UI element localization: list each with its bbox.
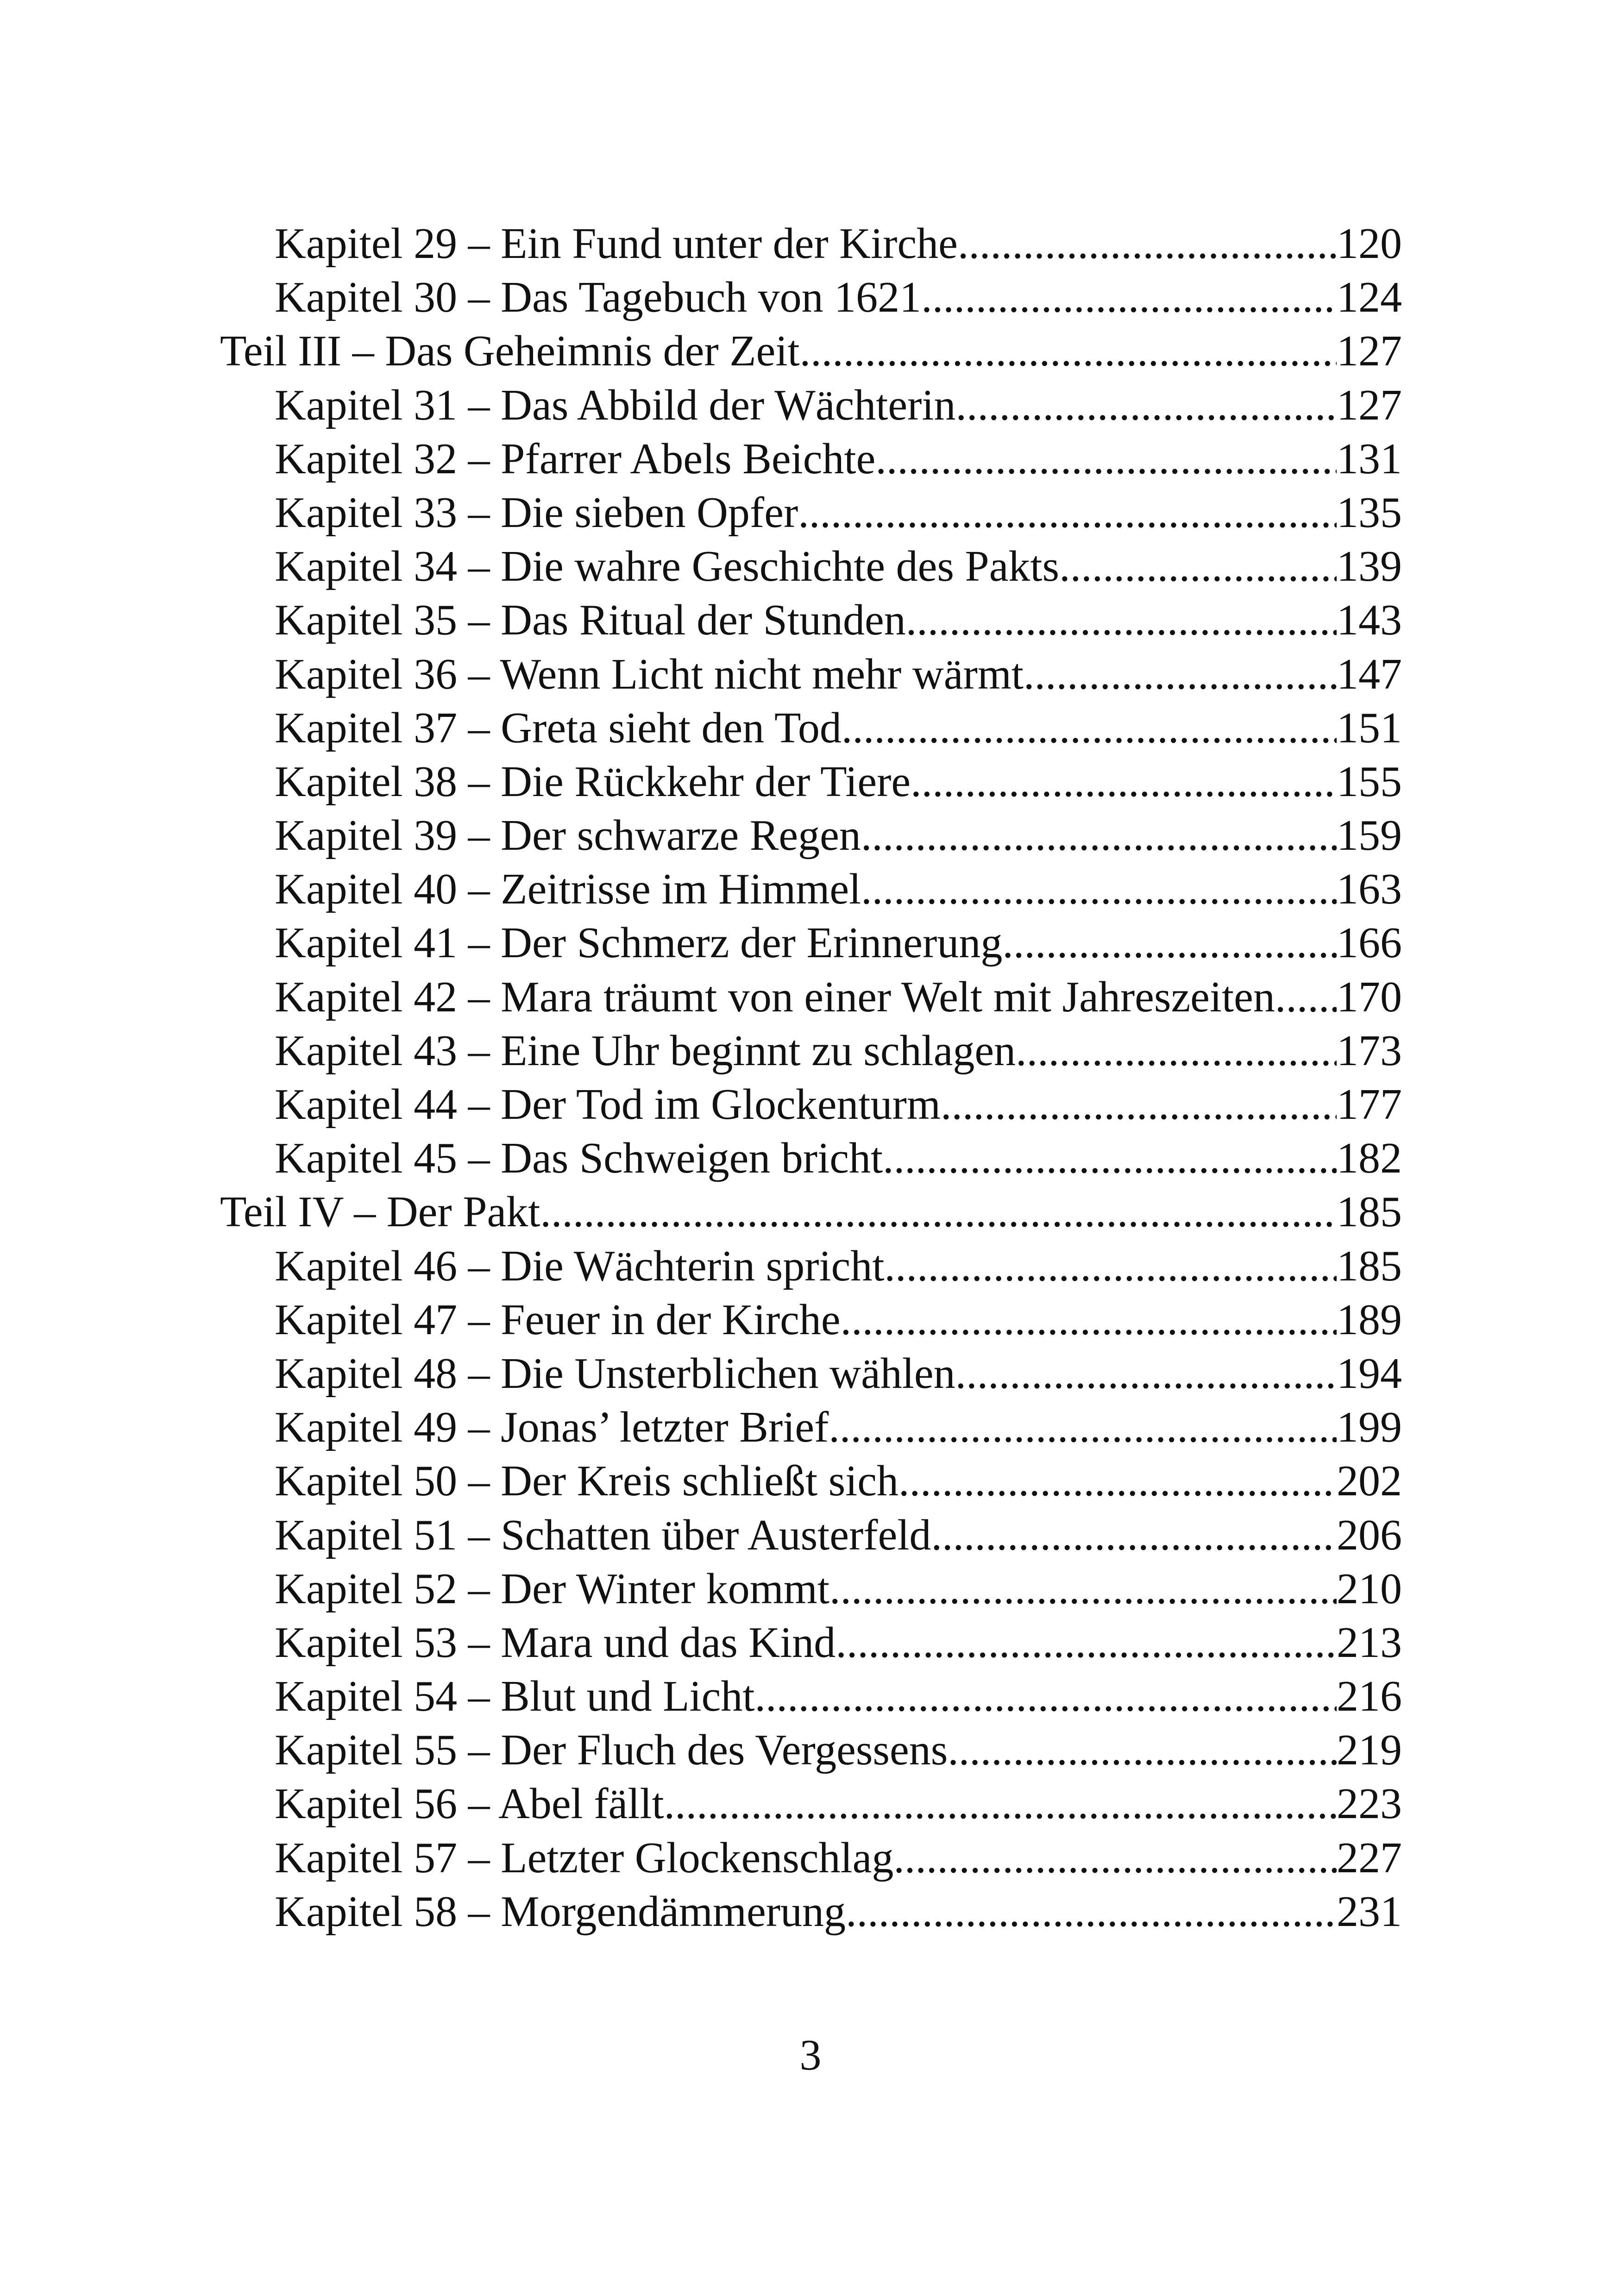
toc-dot-leader xyxy=(846,1885,1337,1938)
toc-chapter-entry[interactable] xyxy=(220,1293,1402,1347)
toc-entry-page: 124 xyxy=(1337,273,1402,322)
toc-entry-title: Kapitel 49 – Jonas’ letzter Brief xyxy=(275,1403,829,1452)
toc-entry-title: Kapitel 54 – Blut und Licht xyxy=(275,1672,755,1721)
toc-entry-title: Kapitel 32 – Pfarrer Abels Beichte xyxy=(275,434,876,483)
toc-entry-page: 185 xyxy=(1337,1188,1402,1236)
toc-chapter-entry[interactable] xyxy=(220,1562,1402,1616)
toc-chapter-entry[interactable] xyxy=(220,809,1402,862)
toc-entry-page: 227 xyxy=(1337,1833,1402,1882)
toc-entry-title: Kapitel 30 – Das Tagebuch von 1621 xyxy=(275,273,922,322)
toc-entry-title: Kapitel 58 – Morgendämmerung xyxy=(275,1887,846,1936)
toc-dot-leader xyxy=(829,1400,1337,1454)
toc-entry-title: Kapitel 37 – Greta sieht den Tod xyxy=(275,703,842,752)
toc-entry-page: 155 xyxy=(1337,757,1402,806)
toc-dot-leader xyxy=(800,324,1337,378)
toc-entry-title: Teil IV – Der Pakt xyxy=(220,1188,540,1236)
toc-chapter-entry[interactable] xyxy=(220,1508,1402,1562)
toc-entry-page: 170 xyxy=(1337,972,1402,1021)
toc-dot-leader xyxy=(931,1508,1337,1562)
toc-entry-page: 194 xyxy=(1337,1349,1402,1398)
toc-dot-leader xyxy=(1275,970,1337,1024)
toc-entry-title: Kapitel 51 – Schatten über Austerfeld xyxy=(275,1511,931,1559)
toc-entry-page: 206 xyxy=(1337,1511,1402,1559)
toc-entry-title: Kapitel 29 – Ein Fund unter der Kirche xyxy=(275,220,958,268)
toc-entry-title: Kapitel 33 – Die sieben Opfer xyxy=(275,488,798,537)
toc-dot-leader xyxy=(798,486,1337,539)
toc-entry-title: Kapitel 34 – Die wahre Geschichte des Pakts xyxy=(275,542,1060,591)
toc-entry-page: 166 xyxy=(1337,919,1402,967)
toc-entry-page: 210 xyxy=(1337,1564,1402,1613)
toc-entry-page: 120 xyxy=(1337,220,1402,268)
toc-chapter-entry[interactable] xyxy=(220,862,1402,916)
toc-entry-page: 185 xyxy=(1337,1242,1402,1290)
toc-dot-leader xyxy=(1024,647,1337,701)
toc-chapter-entry[interactable] xyxy=(220,647,1402,701)
toc-chapter-entry[interactable] xyxy=(220,1885,1402,1938)
toc-entry-title: Kapitel 52 – Der Winter kommt xyxy=(275,1564,829,1613)
toc-chapter-entry[interactable] xyxy=(220,916,1402,970)
toc-dot-leader xyxy=(911,755,1337,809)
toc-entry-page: 159 xyxy=(1337,811,1402,860)
toc-part-entry[interactable] xyxy=(220,1185,1402,1239)
toc-dot-leader xyxy=(1002,916,1337,970)
toc-entry-title: Kapitel 38 – Die Rückkehr der Tiere xyxy=(275,757,911,806)
toc-chapter-entry[interactable] xyxy=(220,1777,1402,1831)
toc-entry-title: Kapitel 46 – Die Wächterin spricht xyxy=(275,1242,885,1290)
toc-dot-leader xyxy=(921,270,1337,324)
toc-entry-page: 182 xyxy=(1337,1134,1402,1183)
toc-entry-title: Kapitel 36 – Wenn Licht nicht mehr wärmt xyxy=(275,650,1024,698)
toc-entry-title: Teil III – Das Geheimnis der Zeit xyxy=(220,327,800,376)
toc-chapter-entry[interactable] xyxy=(220,970,1402,1024)
toc-chapter-entry[interactable] xyxy=(220,486,1402,539)
toc-entry-page: 202 xyxy=(1337,1457,1402,1506)
toc-chapter-entry[interactable] xyxy=(220,701,1402,755)
toc-dot-leader xyxy=(1059,539,1337,593)
toc-chapter-entry[interactable] xyxy=(220,432,1402,486)
toc-entry-page: 177 xyxy=(1337,1080,1402,1129)
toc-entry-page: 127 xyxy=(1337,381,1402,429)
toc-entry-page: 199 xyxy=(1337,1403,1402,1452)
toc-entry-title: Kapitel 43 – Eine Uhr beginnt zu schlagen xyxy=(275,1026,1016,1075)
toc-dot-leader xyxy=(958,217,1337,270)
toc-entry-title: Kapitel 39 – Der schwarze Regen xyxy=(275,811,861,860)
toc-entry-page: 143 xyxy=(1337,596,1402,645)
toc-dot-leader xyxy=(861,862,1337,916)
toc-entry-title: Kapitel 57 – Letzter Glockenschlag xyxy=(275,1833,894,1882)
toc-chapter-entry[interactable] xyxy=(220,1078,1402,1131)
toc-dot-leader xyxy=(664,1777,1337,1831)
toc-entry-page: 131 xyxy=(1337,434,1402,483)
toc-dot-leader xyxy=(893,1831,1337,1885)
toc-chapter-entry[interactable] xyxy=(220,1400,1402,1454)
toc-dot-leader xyxy=(948,1723,1337,1777)
toc-chapter-entry[interactable] xyxy=(220,1831,1402,1885)
toc-dot-leader xyxy=(861,809,1337,862)
toc-dot-leader xyxy=(842,701,1337,755)
toc-dot-leader xyxy=(883,1131,1337,1185)
toc-chapter-entry[interactable] xyxy=(220,1669,1402,1723)
toc-entry-title: Kapitel 41 – Der Schmerz der Erinnerung xyxy=(275,919,1003,967)
toc-chapter-entry[interactable] xyxy=(220,378,1402,432)
toc-entry-page: 216 xyxy=(1337,1672,1402,1721)
toc-dot-leader xyxy=(956,378,1337,432)
toc-entry-title: Kapitel 47 – Feuer in der Kirche xyxy=(275,1295,841,1344)
toc-entry-page: 151 xyxy=(1337,703,1402,752)
toc-chapter-entry[interactable] xyxy=(220,1024,1402,1078)
toc-entry-title: Kapitel 56 – Abel fällt xyxy=(275,1780,664,1828)
toc-entry-title: Kapitel 55 – Der Fluch des Vergessens xyxy=(275,1726,948,1775)
toc-dot-leader xyxy=(875,432,1337,486)
toc-dot-leader xyxy=(841,1293,1337,1347)
toc-dot-leader xyxy=(829,1562,1337,1616)
toc-entry-title: Kapitel 31 – Das Abbild der Wächterin xyxy=(275,381,956,429)
page-number: 3 xyxy=(799,2031,822,2079)
toc-dot-leader xyxy=(906,593,1337,647)
toc-chapter-entry[interactable] xyxy=(220,539,1402,593)
toc-dot-leader xyxy=(540,1185,1337,1239)
toc-entry-page: 139 xyxy=(1337,542,1402,591)
toc-dot-leader xyxy=(941,1078,1337,1131)
toc-entry-page: 173 xyxy=(1337,1026,1402,1075)
table-of-contents xyxy=(220,217,1402,1938)
toc-dot-leader xyxy=(754,1669,1337,1723)
toc-dot-leader xyxy=(898,1454,1337,1508)
toc-chapter-entry[interactable] xyxy=(220,1723,1402,1777)
toc-chapter-entry[interactable] xyxy=(220,1131,1402,1185)
toc-entry-title: Kapitel 44 – Der Tod im Glockenturm xyxy=(275,1080,941,1129)
toc-entry-title: Kapitel 53 – Mara und das Kind xyxy=(275,1618,836,1667)
toc-entry-page: 147 xyxy=(1337,650,1402,698)
toc-entry-page: 163 xyxy=(1337,865,1402,914)
toc-chapter-entry[interactable] xyxy=(220,755,1402,809)
toc-entry-page: 135 xyxy=(1337,488,1402,537)
toc-chapter-entry[interactable] xyxy=(220,1239,1402,1293)
toc-entry-page: 219 xyxy=(1337,1726,1402,1775)
toc-entry-title: Kapitel 40 – Zeitrisse im Himmel xyxy=(275,865,861,914)
toc-entry-page: 231 xyxy=(1337,1887,1402,1936)
toc-chapter-entry[interactable] xyxy=(220,1347,1402,1400)
toc-entry-page: 213 xyxy=(1337,1618,1402,1667)
toc-entry-title: Kapitel 45 – Das Schweigen bricht xyxy=(275,1134,883,1183)
toc-entry-title: Kapitel 50 – Der Kreis schließt sich xyxy=(275,1457,898,1506)
toc-entry-title: Kapitel 48 – Die Unsterblichen wählen xyxy=(275,1349,955,1398)
toc-chapter-entry[interactable] xyxy=(220,1616,1402,1669)
toc-chapter-entry[interactable] xyxy=(220,217,1402,270)
toc-part-entry[interactable] xyxy=(220,324,1402,378)
toc-entry-page: 223 xyxy=(1337,1780,1402,1828)
toc-dot-leader xyxy=(884,1239,1337,1293)
toc-chapter-entry[interactable] xyxy=(220,270,1402,324)
toc-entry-page: 189 xyxy=(1337,1295,1402,1344)
toc-dot-leader xyxy=(955,1347,1337,1400)
toc-entry-page: 127 xyxy=(1337,327,1402,376)
toc-dot-leader xyxy=(836,1616,1337,1669)
toc-chapter-entry[interactable] xyxy=(220,593,1402,647)
toc-entry-title: Kapitel 35 – Das Ritual der Stunden xyxy=(275,596,906,645)
toc-chapter-entry[interactable] xyxy=(220,1454,1402,1508)
toc-entry-title: Kapitel 42 – Mara träumt von einer Welt mit Jahreszeiten xyxy=(275,972,1275,1021)
toc-dot-leader xyxy=(1016,1024,1337,1078)
